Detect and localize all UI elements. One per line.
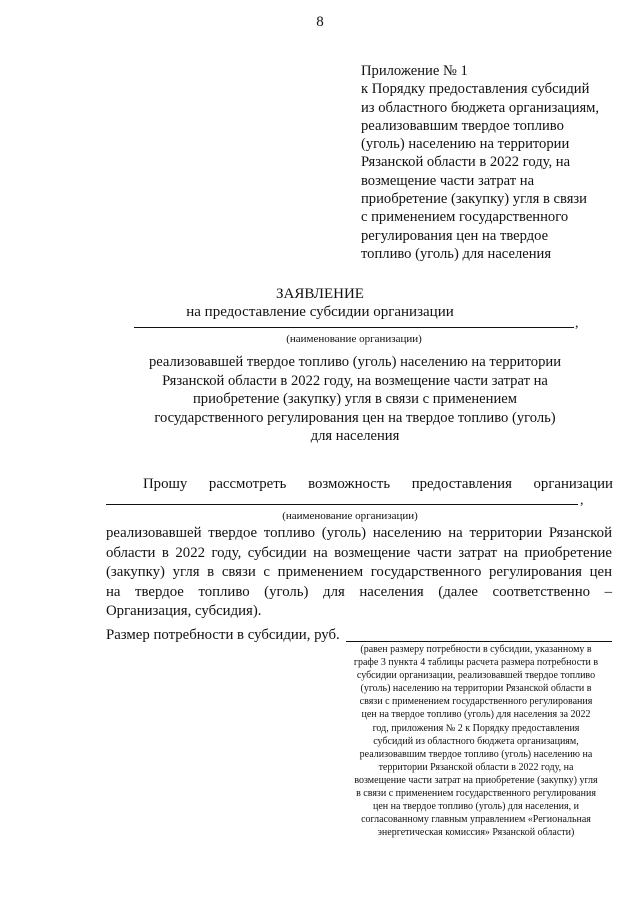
appendix-line: Приложение № 1 [361, 63, 468, 79]
note-line: (уголь) населению на территории Рязанской области в [360, 683, 592, 695]
note-line: год, приложения № 2 к Порядку предоставления [372, 722, 580, 734]
paragraph-line: Организация, субсидия). [106, 603, 262, 620]
appendix-line: регулирования цен на твердое [361, 227, 549, 244]
subsidy-need-field[interactable] [346, 641, 612, 642]
document-subtitle: на предоставление субсидии организации [186, 304, 454, 320]
request-paragraph [106, 524, 612, 622]
request-word: рассмотреть [208, 476, 287, 492]
description-line: Рязанской области в 2022 году, на возмещение части затрат на [162, 372, 548, 389]
subsidy-need-note [340, 643, 612, 839]
request-sentence-start [143, 476, 613, 493]
note-line: графе 3 пункта 4 таблицы расчета размера потребности в [353, 657, 599, 669]
appendix-line: возмещение части затрат на [361, 172, 535, 189]
description-line: для населения [310, 428, 400, 444]
note-line: энергетическая комиссия» Рязанской области) [377, 827, 575, 839]
appendix-line: топливо (уголь) для населения [361, 245, 552, 262]
description-line: приобретение (закупку) угля в связи с применением [192, 391, 517, 407]
page-number: 8 [316, 14, 324, 30]
note-line: в связи с применением государственного регулирования [356, 788, 596, 800]
appendix-line: (уголь) населению на территории [361, 136, 570, 153]
paragraph-line: области в 2022 году, субсидии на возмещение части затрат на приобретение [106, 544, 612, 561]
organization-name-caption-2: (наименование организации) [282, 510, 418, 522]
field-comma: , [580, 493, 584, 508]
note-line: согласованному главным управлением «Региональная [361, 814, 591, 826]
appendix-line: с применением государственного [361, 209, 569, 226]
note-line: цен на твердое топливо (уголь) для населения, и [373, 801, 579, 813]
description-line: государственного регулирования цен на твердое топливо (уголь) [154, 409, 556, 426]
document-title: ЗАЯВЛЕНИЕ [276, 286, 364, 302]
request-word: предоставления [411, 476, 512, 492]
note-line: связи с применением государственного регулирования [359, 696, 593, 708]
subsidy-need-label: Размер потребности в субсидии, руб. [106, 627, 340, 643]
paragraph-line: реализовавшей твердое топливо (уголь) населению на территории Рязанской [106, 525, 612, 541]
appendix-line: Рязанской области в 2022 году, на [361, 154, 571, 171]
appendix-line: из областного бюджета организациям, [361, 99, 600, 116]
note-line: возмещение части затрат на приобретение (закупку) угля [354, 774, 598, 786]
note-line: субсидии организации, реализовавшей твердое топливо [356, 670, 596, 682]
note-line: реализовавшим твердое топливо (уголь) населению на [359, 748, 593, 760]
appendix-line: к Порядку предоставления субсидий [361, 81, 590, 98]
request-word: возможность [308, 476, 391, 492]
organization-description [120, 353, 590, 446]
request-word: Прошу [143, 476, 188, 492]
organization-name-caption: (наименование организации) [286, 333, 422, 345]
appendix-line: реализовавшим твердое топливо [361, 117, 564, 134]
note-line: территории Рязанской области в 2022 году, на [378, 761, 574, 773]
paragraph-line: на твердое топливо (уголь) для населения (далее соответственно – [106, 583, 612, 600]
note-line: цен на твердое топливо (уголь) для населения за 2022 [361, 709, 591, 721]
organization-name-field-2[interactable] [106, 504, 578, 505]
field-comma: , [575, 316, 579, 331]
request-word: организации [533, 476, 613, 492]
organization-name-field[interactable] [134, 327, 574, 328]
note-line: субсидий из областного бюджета организациям, [373, 735, 579, 747]
paragraph-line: (закупку) угля в связи с применением государственного регулирования цен [106, 564, 612, 581]
appendix-header [361, 62, 631, 263]
description-line: реализовавшей твердое топливо (уголь) населению на территории [148, 354, 562, 370]
note-line: (равен размеру потребности в субсидии, указанному в [360, 644, 592, 655]
appendix-line: приобретение (закупку) угля в связи [361, 191, 587, 208]
